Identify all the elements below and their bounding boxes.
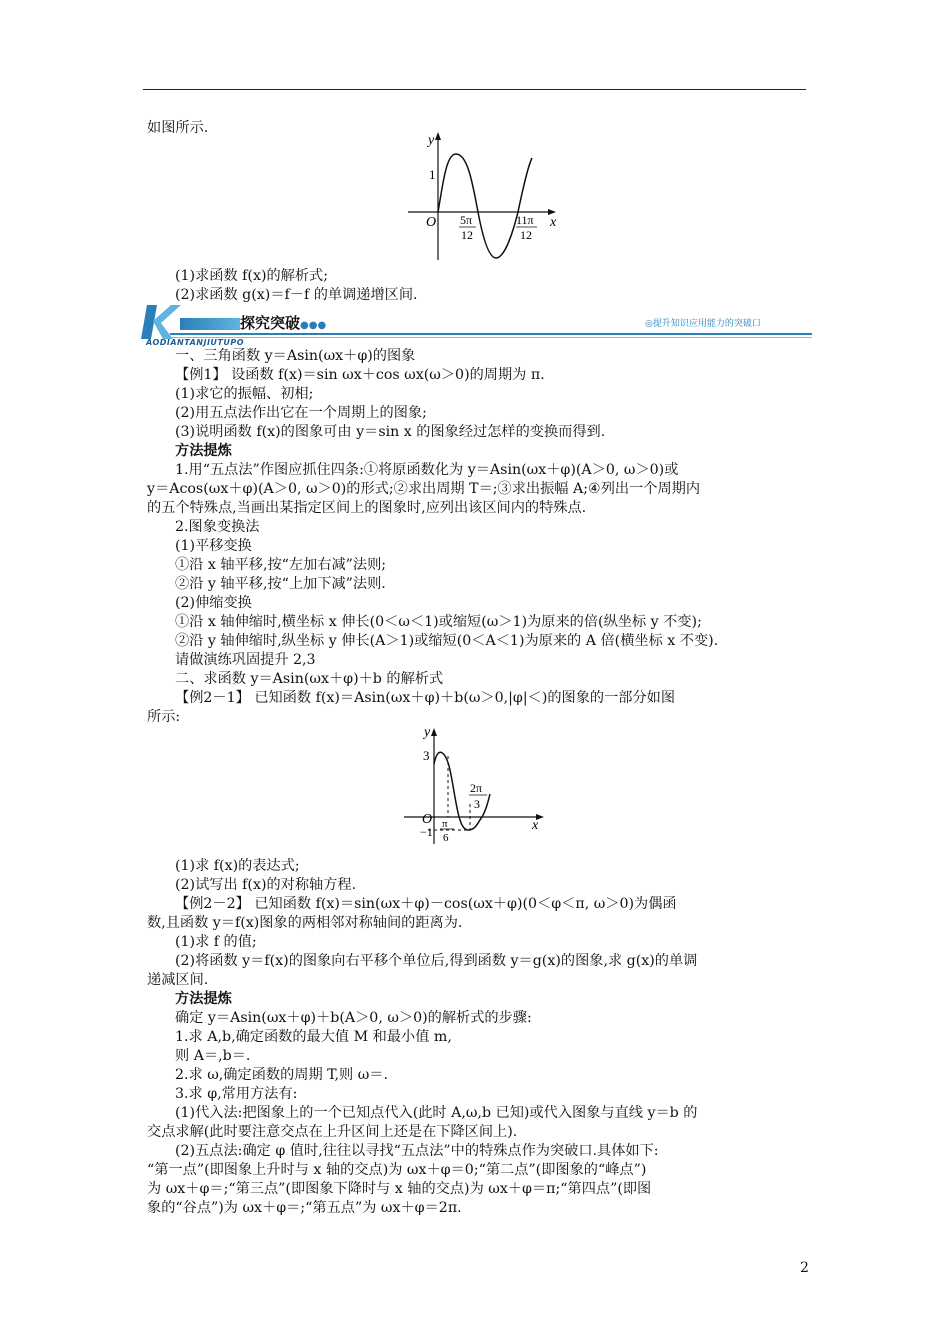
- tick-5pi-den: 12: [461, 228, 473, 242]
- section-banner-title: 探究突破●●●: [240, 314, 327, 332]
- x-axis-label: x: [550, 215, 557, 230]
- tick-2pi3-den: 3: [474, 797, 480, 811]
- sine-graph-2: [398, 724, 558, 846]
- tick-pi6-num: π: [442, 818, 448, 830]
- y-axis-label: y: [424, 725, 431, 740]
- text-line: 请做演练巩固提升 2,3: [175, 652, 316, 668]
- tick-11pi-num: 11π: [516, 213, 534, 227]
- text-line: (2)将函数 y＝f(x)的图象向右平移个单位后,得到函数 y＝g(x)的图象,求 g(x)的单调: [175, 953, 698, 969]
- text-line: y＝Acos(ωx＋φ)(A＞0, ω＞0)的形式;②求出周期 T＝;③求出振幅 A;④列出一个周期内: [147, 481, 701, 497]
- banner-rule: [170, 333, 812, 335]
- text-line: 【例1】 设函数 f(x)＝sin ωx＋cos ωx(ω＞0)的周期为 π.: [175, 367, 545, 383]
- text-line: (2)伸缩变换: [175, 595, 252, 611]
- text-line: ②沿 y 轴平移,按“上加下减”法则.: [175, 576, 386, 592]
- text-line: 二、求函数 y＝Asin(ωx＋φ)＋b 的解析式: [175, 671, 444, 687]
- text-line: ②沿 y 轴伸缩时,纵坐标 y 伸长(A＞1)或缩短(0＜A＜1)为原来的 A 倍(横坐标 x 不变).: [175, 633, 719, 649]
- section-banner-k-icon: [141, 303, 181, 341]
- text-line: (2)五点法:确定 φ 值时,往往以寻找“五点法”中的特殊点作为突破口.具体如下:: [175, 1143, 659, 1159]
- banner-right-caption: ◎提升知识应用能力的突破口: [645, 319, 761, 329]
- section-heading: 方法提炼: [175, 443, 232, 459]
- text-line: 交点求解(此时要注意交点在上升区间上还是在下降区间上).: [147, 1124, 518, 1140]
- text-line: 为 ωx＋φ＝;“第三点”(即图象下降时与 x 轴的交点)为 ωx＋φ＝π;“第四点”(即图: [147, 1181, 652, 1197]
- tick-label-neg1: −1: [420, 825, 433, 839]
- text-line: (1)平移变换: [175, 538, 252, 554]
- tick-pi6-den: 6: [443, 832, 449, 844]
- text-line: 的五个特殊点,当画出某指定区间上的图象时,应列出该区间内的特殊点.: [147, 500, 587, 516]
- text-line: 【例2－2】 已知函数 f(x)＝sin(ωx＋φ)－cos(ωx＋φ)(0＜φ＜π, ω＞0)为偶函: [175, 896, 677, 912]
- text-line: 1.求 A,b,确定函数的最大值 M 和最小值 m,: [175, 1029, 452, 1045]
- text-line: 则 A＝,b＝.: [175, 1048, 251, 1064]
- text-line: (2)试写出 f(x)的对称轴方程.: [175, 877, 357, 893]
- text-line: 2.图象变换法: [175, 519, 260, 535]
- banner-bar: [180, 318, 240, 330]
- banner-subtitle: AODIANTANJIUTUPO: [146, 338, 245, 347]
- text-line: 数,且函数 y＝f(x)图象的两相邻对称轴间的距离为.: [147, 915, 463, 931]
- text-line: (1)求它的振幅、初相;: [175, 386, 314, 402]
- text-line: (2)求函数 g(x)＝f－f 的单调递增区间.: [175, 287, 418, 303]
- origin-label: O: [422, 812, 433, 827]
- text-line: ①沿 x 轴平移,按“左加右减”法则;: [175, 557, 387, 573]
- text-line: 象的“谷点”)为 ωx＋φ＝;“第五点”为 ωx＋φ＝2π.: [147, 1200, 462, 1216]
- sine-graph-1: [398, 126, 568, 266]
- origin-label: O: [426, 215, 437, 230]
- text-line: 所示:: [147, 709, 181, 725]
- tick-2pi3-num: 2π: [470, 781, 483, 795]
- header-rule: [143, 89, 806, 90]
- text-line: (1)求函数 f(x)的解析式;: [175, 268, 329, 284]
- text-line: 2.求 ω,确定函数的周期 T,则 ω＝.: [175, 1067, 388, 1083]
- tick-label-1: 1: [429, 167, 436, 182]
- banner-rule-thin: [170, 337, 812, 338]
- text-line: (1)求 f(x)的表达式;: [175, 858, 300, 874]
- text-line: (1)求 f 的值;: [175, 934, 257, 950]
- text-line: “第一点”(即图象上升时与 x 轴的交点)为 ωx＋φ＝0;“第二点”(即图象的“峰点”): [147, 1162, 647, 1178]
- text-line: 确定 y＝Asin(ωx＋φ)＋b(A＞0, ω＞0)的解析式的步骤:: [175, 1010, 532, 1026]
- tick-5pi-num: 5π: [460, 213, 473, 227]
- text-line: 【例2－1】 已知函数 f(x)＝Asin(ωx＋φ)＋b(ω＞0,|φ|＜)的图象的一部分如图: [175, 690, 676, 706]
- x-axis-label: x: [532, 818, 539, 833]
- text-line: 1.用“五点法”作图应抓住四条:①将原函数化为 y＝Asin(ωx＋φ)(A＞0, ω＞0)或: [175, 462, 679, 478]
- page-number: 2: [800, 1260, 809, 1276]
- text-line: (1)代入法:把图象上的一个已知点代入(此时 A,ω,b 已知)或代入图象与直线 y＝b 的: [175, 1105, 698, 1121]
- text-line: 一、三角函数 y＝Asin(ωx＋φ)的图象: [175, 348, 416, 364]
- text-line: ①沿 x 轴伸缩时,横坐标 x 伸长(0＜ω＜1)或缩短(ω＞1)为原来的倍(纵坐标 y 不变);: [175, 614, 702, 630]
- section-heading: 方法提炼: [175, 991, 232, 1007]
- tick-label-3: 3: [423, 748, 430, 763]
- y-axis-label: y: [428, 133, 435, 148]
- text-line: 3.求 φ,常用方法有:: [175, 1086, 298, 1102]
- text-line: (3)说明函数 f(x)的图象可由 y＝sin x 的图象经过怎样的变换而得到.: [175, 424, 606, 440]
- text-line: 递减区间.: [147, 972, 209, 988]
- text-line: 如图所示.: [147, 120, 209, 136]
- tick-11pi-den: 12: [520, 228, 532, 242]
- text-line: (2)用五点法作出它在一个周期上的图象;: [175, 405, 427, 421]
